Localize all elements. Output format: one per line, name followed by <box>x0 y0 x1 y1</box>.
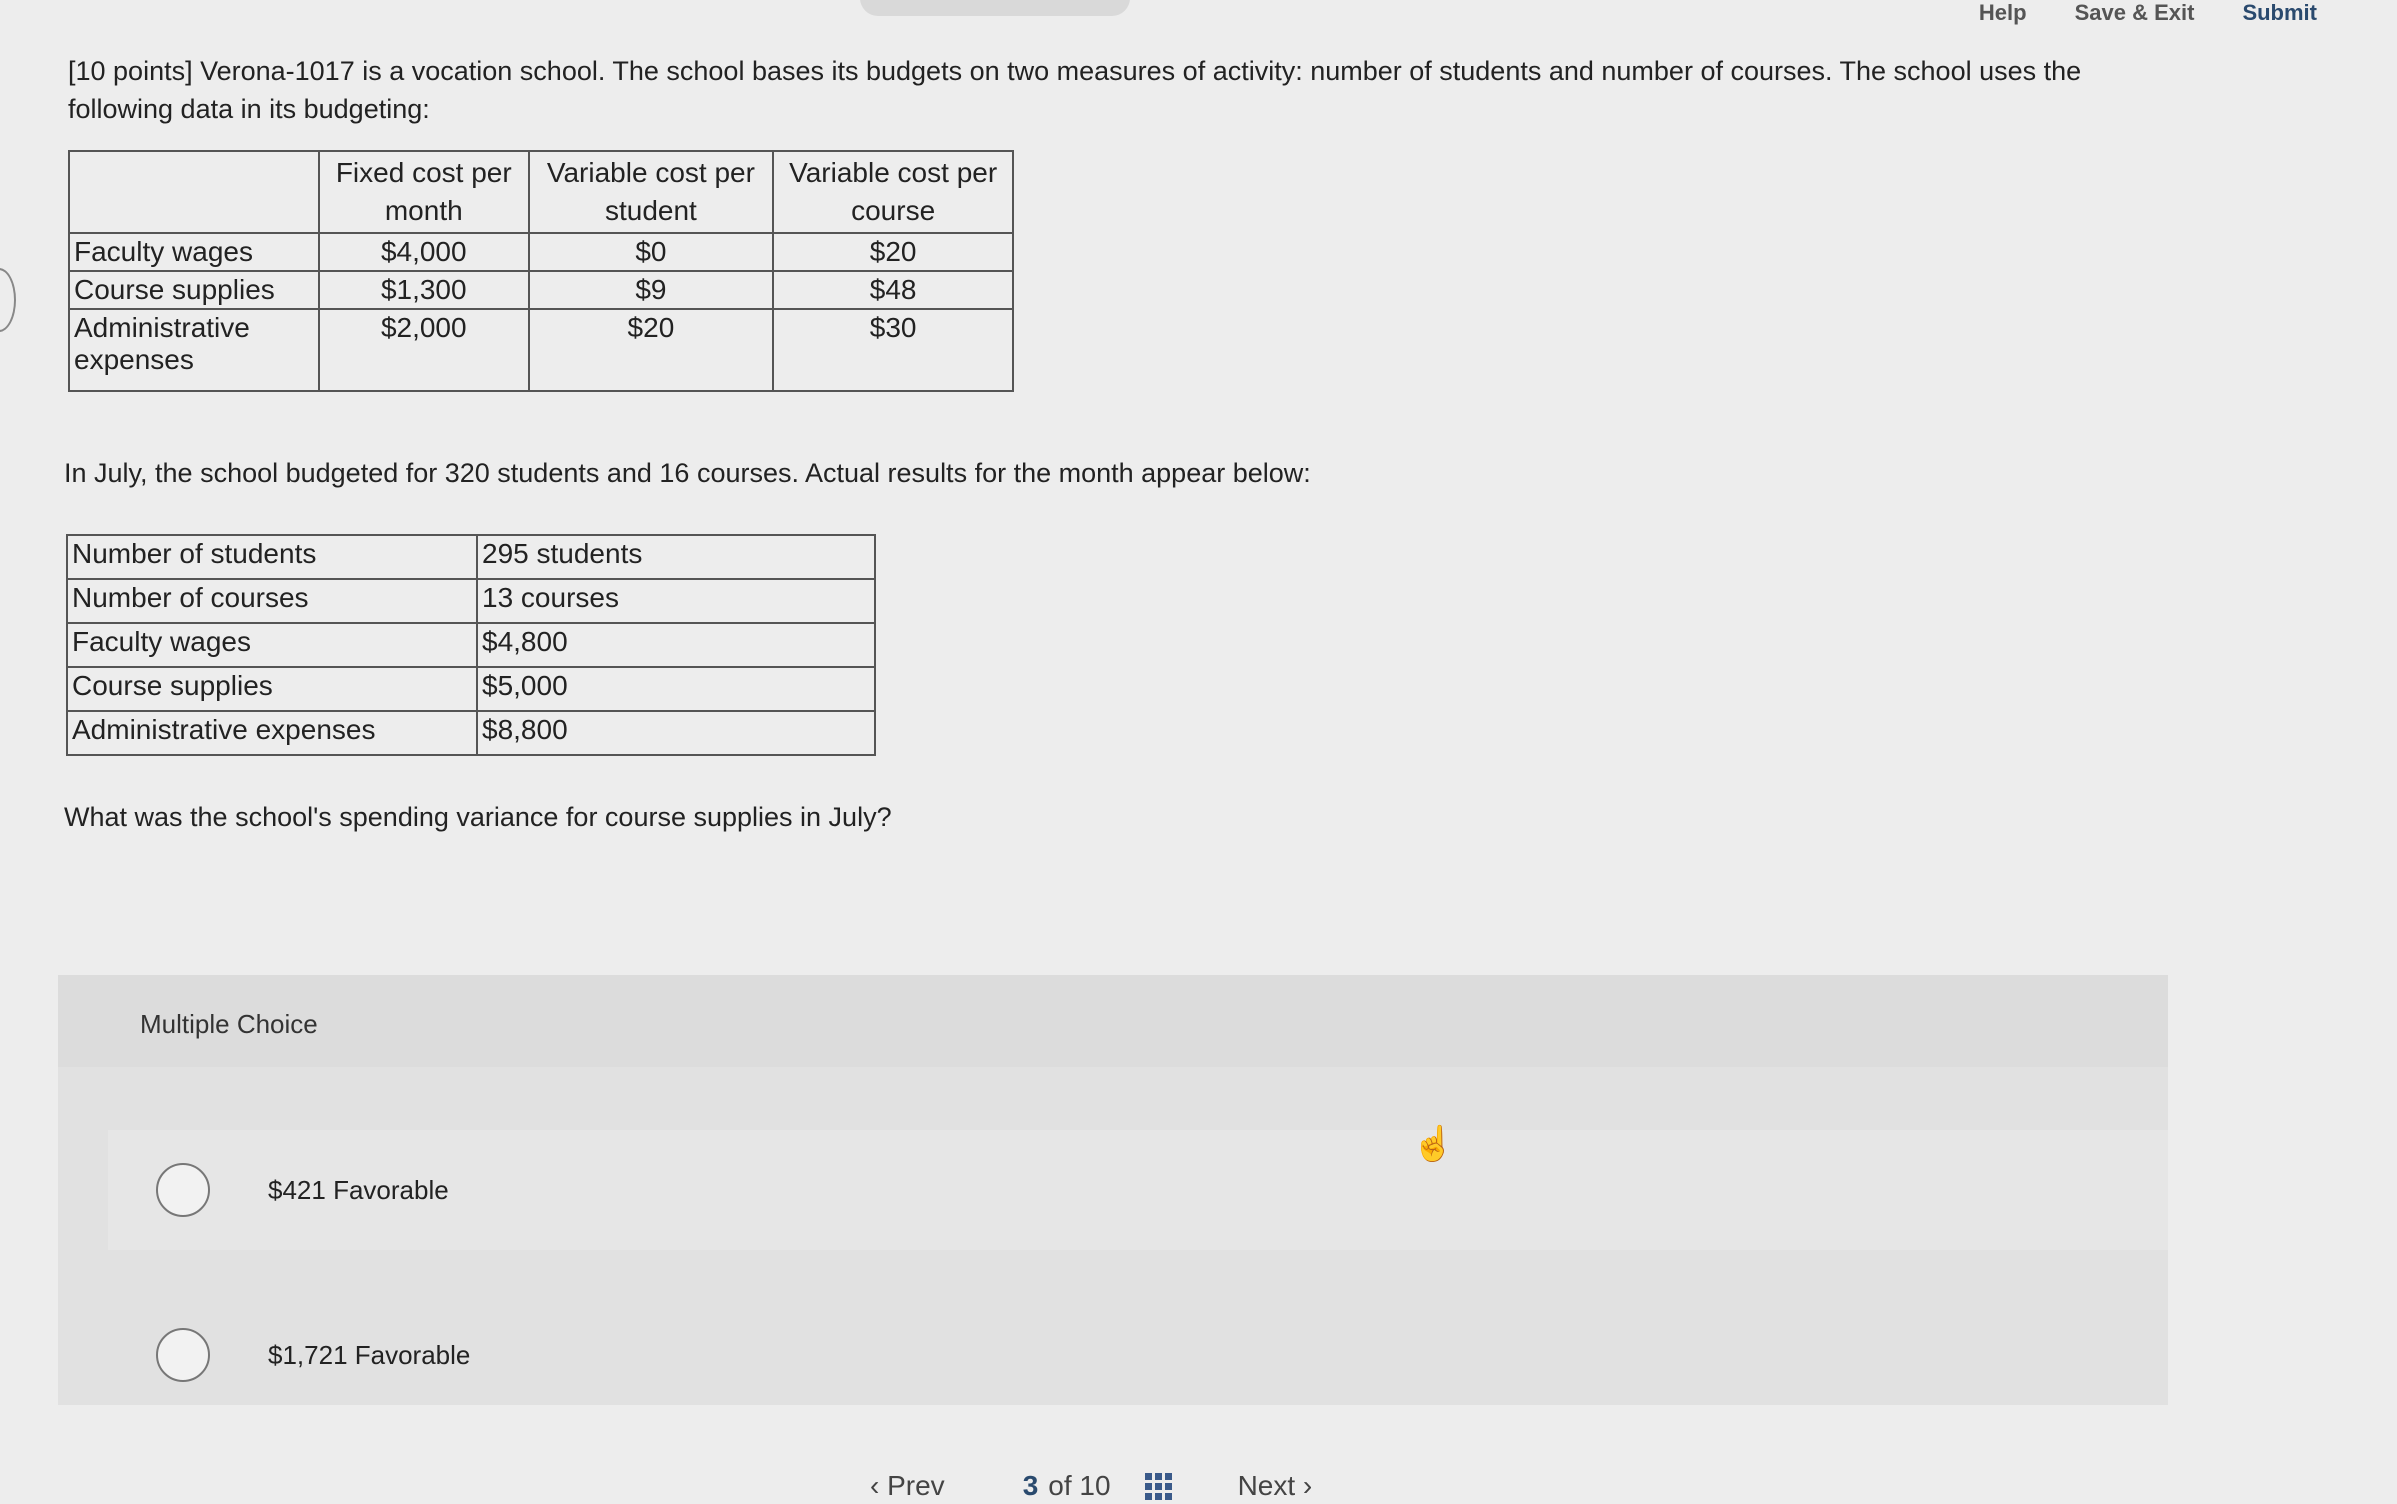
row-label: Number of courses <box>67 579 477 623</box>
table-row <box>69 271 1013 309</box>
page-of: of <box>1048 1470 1072 1501</box>
cell-value: 295 students <box>477 535 875 579</box>
hand-cursor-icon: ☝ <box>1412 1125 1455 1163</box>
cell-value: $20 <box>773 233 1013 271</box>
table-row <box>69 309 1013 391</box>
answer-option-label: $421 Favorable <box>268 1174 449 1205</box>
top-toolbar <box>1979 0 2317 40</box>
row-label: Administrative expenses <box>67 711 477 755</box>
answer-option-1[interactable] <box>108 1130 2168 1250</box>
cell-value: $20 <box>529 309 774 391</box>
multiple-choice-panel <box>58 975 2168 1405</box>
multiple-choice-title: Multiple Choice <box>140 1009 318 1039</box>
row-label: Number of students <box>67 535 477 579</box>
row-label: Course supplies <box>67 667 477 711</box>
question-prompt: What was the school's spending variance for course supplies in July? <box>64 802 892 832</box>
multiple-choice-header <box>58 975 2168 1067</box>
chevron-right-icon: › <box>1295 1470 1313 1501</box>
table-row <box>67 623 875 667</box>
help-link[interactable]: Help <box>1978 0 2027 25</box>
cell-value: $8,800 <box>477 711 875 755</box>
grid-icon[interactable] <box>1145 1473 1172 1500</box>
next-button[interactable] <box>1238 1470 1313 1502</box>
actual-results-table <box>66 534 876 756</box>
table-row <box>67 711 875 755</box>
budget-header-empty <box>69 151 319 233</box>
table-row <box>67 535 875 579</box>
cell-value: $1,300 <box>319 271 529 309</box>
prev-button[interactable] <box>870 1470 945 1502</box>
table-row <box>69 233 1013 271</box>
cell-value: $48 <box>773 271 1013 309</box>
cell-value: $4,000 <box>319 233 529 271</box>
next-label: Next <box>1237 1470 1296 1501</box>
prev-label: Prev <box>887 1470 945 1501</box>
cell-value: $9 <box>529 271 774 309</box>
current-page: 3 <box>1022 1470 1039 1501</box>
row-label: Faculty wages <box>69 233 319 271</box>
save-exit-link[interactable]: Save & Exit <box>2074 0 2195 25</box>
cell-value: $4,800 <box>477 623 875 667</box>
cell-value: $0 <box>529 233 774 271</box>
july-text: In July, the school budgeted for 320 students and 16 courses. Actual results for the month appear below: <box>64 458 1311 488</box>
question-pager <box>870 1470 1312 1502</box>
chevron-left-icon: ‹ <box>870 1470 888 1501</box>
radio-button[interactable] <box>156 1328 210 1382</box>
cell-value: $5,000 <box>477 667 875 711</box>
budget-header-fixed: Fixed cost per month <box>319 151 529 233</box>
table-row <box>67 579 875 623</box>
submit-button[interactable]: Submit <box>2242 0 2317 25</box>
side-scroll-handle[interactable] <box>0 268 16 332</box>
row-label: Course supplies <box>69 271 319 309</box>
total-pages: 10 <box>1079 1470 1111 1501</box>
answer-option-2[interactable] <box>108 1295 2168 1415</box>
cell-value: $2,000 <box>319 309 529 391</box>
page-indicator[interactable] <box>1023 1470 1111 1502</box>
answer-option-label: $1,721 Favorable <box>268 1339 471 1370</box>
row-label: Faculty wages <box>67 623 477 667</box>
budget-header-var-student: Variable cost per student <box>529 151 774 233</box>
cell-value: 13 courses <box>477 579 875 623</box>
table-row <box>67 667 875 711</box>
radio-button[interactable] <box>156 1163 210 1217</box>
budget-table <box>68 150 1014 392</box>
cell-value: $30 <box>773 309 1013 391</box>
row-label: Administrative expenses <box>69 309 319 391</box>
top-tab <box>860 0 1130 16</box>
budget-header-var-course: Variable cost per course <box>773 151 1013 233</box>
question-intro: [10 points] Verona-1017 is a vocation school. The school bases its budgets on two measures of activity: number of students and number of courses. The school uses the following data in its budgeting: <box>68 56 2082 124</box>
